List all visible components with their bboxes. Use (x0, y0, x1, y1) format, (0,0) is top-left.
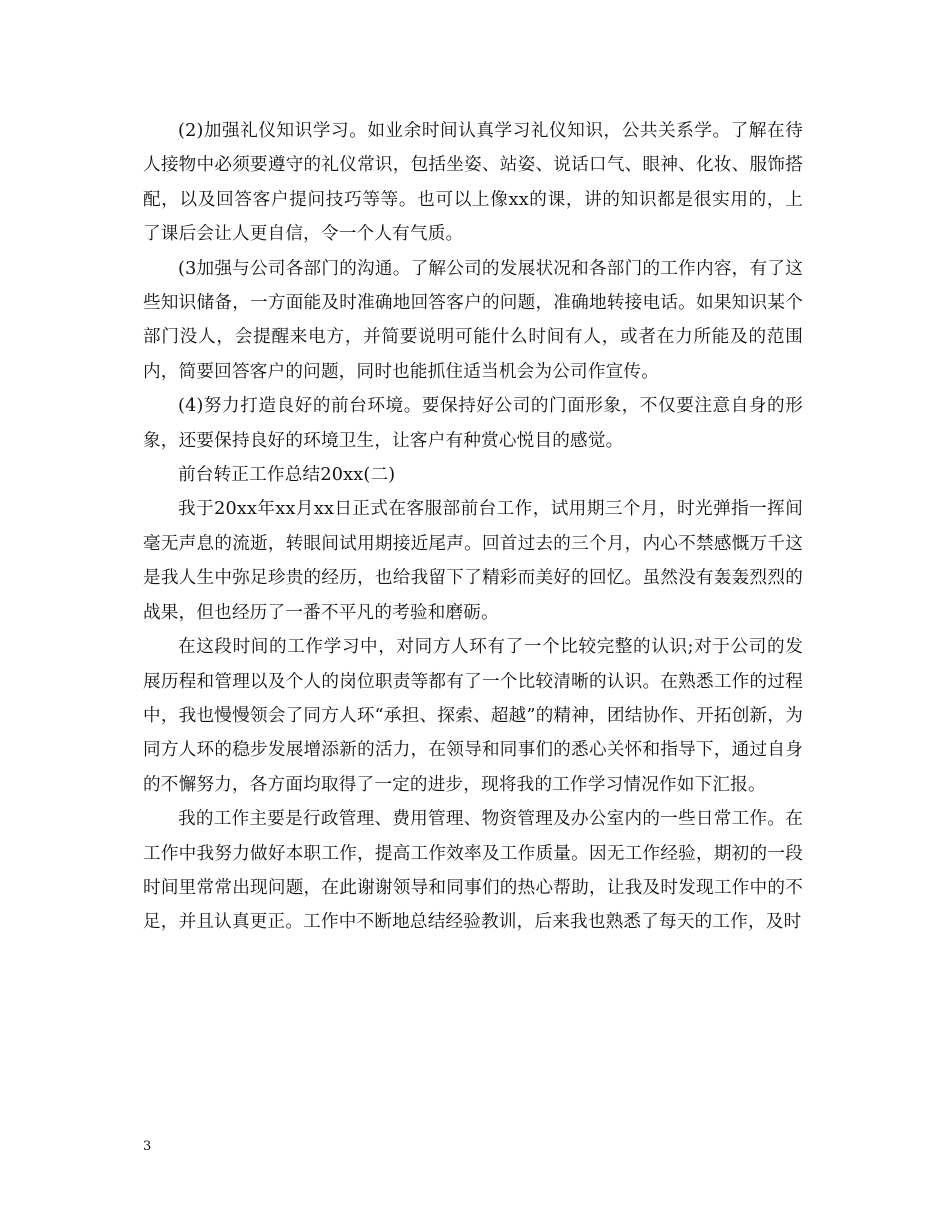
paragraph-work-duties: 我的工作主要是行政管理、费用管理、物资管理及办公室内的一些日常工作。在工作中我努力做好本职工作，提高工作效率及工作质量。因无工作经验，期初的一段时间里常常出现问题，在此谢谢领导和同事们的热心帮助，让我及时发现工作中的不足，并且认真更正。工作中不断地总结经验教训，后来我也熟悉了每天的工作，及时 (143, 809, 803, 933)
paragraph-front-desk-environment: (4)努力打造良好的前台环境。要保持好公司的门面形象，不仅要注意自身的形象，还要保持良好的环境卫生，让客户有种赏心悦目的感觉。 (143, 396, 803, 451)
paragraph-etiquette-study: (2)加强礼仪知识学习。如业余时间认真学习礼仪知识，公共关系学。了解在待人接物中必须要遵守的礼仪常识，包括坐姿、站姿、说话口气、眼神、化妆、服饰搭配，以及回答客户提问技巧等等。也可以上像xx的课，讲的知识都是很实用的，上了课后会让人更自信，令一个人有气质。 (143, 121, 803, 245)
section-heading: 前台转正工作总结20xx(二) (178, 465, 396, 486)
paragraph-company-understanding: 在这段时间的工作学习中，对同方人环有了一个比较完整的认识;对于公司的发展历程和管理以及个人的岗位职责等都有了一个比较清晰的认识。在熟悉工作的过程中，我也慢慢领会了同方人环“承担、探索、超越”的精神，团结协作、开拓创新，为同方人环的稳步发展增添新的活力，在领导和同事们的悉心关怀和指导下，通过自身的不懈努力，各方面均取得了一定的进步，现将我的工作学习情况作如下汇报。 (143, 637, 803, 795)
paragraph-probation-intro: 我于20xx年xx月xx日正式在客服部前台工作，试用期三个月，时光弹指一挥间毫无声息的流逝，转眼间试用期接近尾声。回首过去的三个月，内心不禁感慨万千这是我人生中弥足珍贵的经历，也给我留下了精彩而美好的回忆。虽然没有轰轰烈烈的战果，但也经历了一番不平凡的考验和磨砺。 (143, 499, 803, 623)
document-body (143, 114, 803, 940)
page-number: 3 (143, 1139, 152, 1154)
paragraph-department-communication: (3加强与公司各部门的沟通。了解公司的发展状况和各部门的工作内容，有了这些知识储备，一方面能及时准确地回答客户的问题，准确地转接电话。如果知识某个部门没人，会提醒来电方，并简要说明可能什么时间有人，或者在力所能及的范围内，简要回答客户的问题，同时也能抓住适当机会为公司作宣传。 (143, 258, 803, 382)
